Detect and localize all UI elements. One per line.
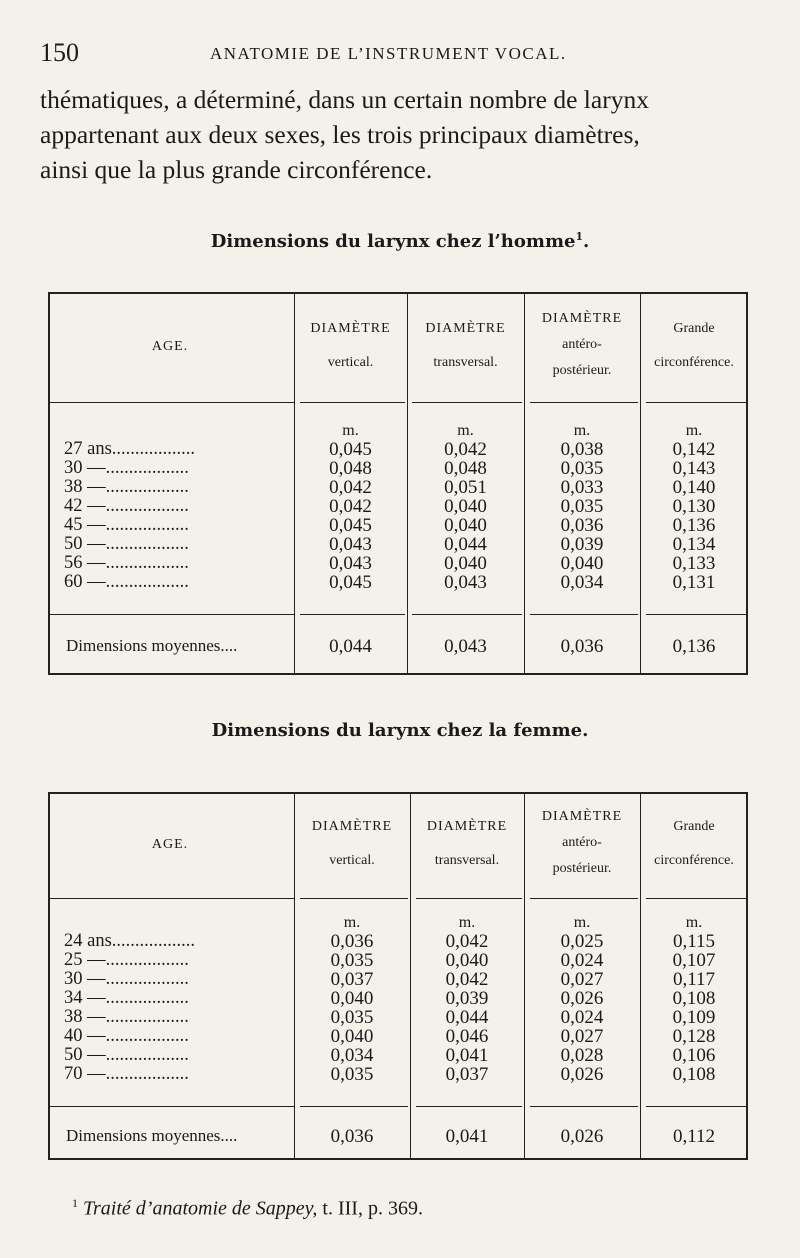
page-number: 150 — [40, 38, 79, 67]
row-value-vertical: 0,045 — [329, 515, 372, 536]
row-value-vertical: 0,043 — [329, 534, 372, 555]
row-age: 40 —.................. — [64, 1026, 189, 1046]
unit-label: m. — [457, 422, 474, 439]
row-value-transversal: 0,044 — [445, 1007, 489, 1028]
footnote-rest: t. III, p. 369. — [322, 1197, 423, 1220]
header-transversal-2: transversal. — [433, 355, 498, 370]
row-value-transversal: 0,039 — [445, 988, 489, 1009]
row-value-vertical: 0,042 — [329, 496, 372, 517]
row-age: 42 —.................. — [64, 496, 189, 516]
row-value-antero: 0,026 — [560, 988, 604, 1009]
header-antero-1: DIAMÈTRE — [541, 311, 623, 326]
row-value-antero: 0,038 — [560, 439, 604, 460]
table-men — [48, 292, 748, 675]
row-value-antero: 0,024 — [560, 1007, 604, 1028]
average-label: Dimensions moyennes.... — [66, 636, 238, 655]
header-vertical-2: vertical. — [327, 355, 374, 370]
row-age: 38 —.................. — [64, 1007, 189, 1027]
header-antero-2: antéro- — [562, 337, 602, 352]
row-value-vertical: 0,048 — [329, 458, 372, 479]
running-title: ANATOMIE DE L’INSTRUMENT VOCAL. — [210, 44, 567, 63]
row-value-vertical: 0,035 — [330, 1007, 374, 1028]
row-value-circ: 0,133 — [672, 553, 716, 574]
row-value-antero: 0,028 — [560, 1045, 604, 1066]
row-value-transversal: 0,040 — [444, 515, 487, 536]
header-antero-1: DIAMÈTRE — [541, 809, 623, 824]
row-value-vertical: 0,035 — [330, 950, 374, 971]
row-value-circ: 0,115 — [672, 931, 716, 952]
unit-label: m. — [685, 914, 703, 931]
row-value-antero: 0,027 — [560, 969, 604, 990]
row-value-antero: 0,034 — [560, 572, 604, 593]
row-age: 45 —.................. — [64, 515, 189, 535]
row-value-vertical: 0,035 — [330, 1064, 374, 1085]
row-value-transversal: 0,041 — [445, 1045, 489, 1066]
unit-label: m. — [685, 422, 703, 439]
unit-label: m. — [458, 914, 476, 931]
row-value-transversal: 0,051 — [444, 477, 487, 498]
header-circ-1: Grande — [673, 321, 715, 336]
row-value-circ: 0,140 — [672, 477, 716, 498]
table-women-title: Dimensions du larynx chez la femme. — [211, 720, 589, 741]
body-paragraph — [40, 82, 756, 187]
row-value-transversal: 0,037 — [445, 1064, 489, 1085]
header-antero-2: antéro- — [562, 835, 602, 850]
header-antero-3: postérieur. — [552, 861, 612, 876]
average-transversal: 0,043 — [444, 636, 487, 657]
row-age: 27 ans.................. — [64, 439, 196, 459]
row-value-transversal: 0,042 — [444, 439, 487, 460]
row-value-vertical: 0,037 — [330, 969, 374, 990]
row-value-transversal: 0,042 — [445, 931, 489, 952]
row-value-transversal: 0,040 — [444, 553, 487, 574]
row-age: 60 —.................. — [64, 572, 189, 592]
footnote-italic: Traité d’anatomie de Sappey, — [83, 1197, 318, 1220]
row-value-circ: 0,128 — [672, 1026, 716, 1047]
row-age: 25 —.................. — [64, 950, 189, 970]
row-value-antero: 0,039 — [560, 534, 604, 555]
row-value-circ: 0,106 — [672, 1045, 716, 1066]
row-value-circ: 0,134 — [672, 534, 716, 555]
row-age: 70 —.................. — [64, 1064, 189, 1084]
average-antero: 0,026 — [560, 1126, 604, 1147]
average-circ: 0,136 — [672, 636, 716, 657]
page-header — [40, 38, 760, 74]
row-value-circ: 0,142 — [672, 439, 716, 460]
row-value-vertical: 0,042 — [329, 477, 372, 498]
average-circ: 0,112 — [672, 1126, 716, 1147]
row-value-circ: 0,136 — [672, 515, 716, 536]
row-value-vertical: 0,045 — [329, 572, 372, 593]
row-value-antero: 0,040 — [560, 553, 604, 574]
row-value-circ: 0,108 — [672, 988, 716, 1009]
row-value-vertical: 0,040 — [330, 1026, 374, 1047]
body-line: ainsi que la plus grande circonférence. — [40, 155, 433, 184]
header-circ-2: circonférence. — [654, 853, 734, 868]
row-age: 50 —.................. — [64, 534, 189, 554]
row-value-antero: 0,026 — [560, 1064, 604, 1085]
row-value-vertical: 0,040 — [330, 988, 374, 1009]
average-label: Dimensions moyennes.... — [66, 1126, 238, 1145]
row-value-transversal: 0,040 — [445, 950, 489, 971]
row-age: 34 —.................. — [64, 988, 189, 1008]
header-antero-3: postérieur. — [552, 363, 612, 378]
header-transversal-1: DIAMÈTRE — [426, 819, 508, 834]
row-value-antero: 0,025 — [560, 931, 604, 952]
row-age: 56 —.................. — [64, 553, 189, 573]
row-value-circ: 0,130 — [672, 496, 716, 517]
row-age: 50 —.................. — [64, 1045, 189, 1065]
row-value-transversal: 0,043 — [444, 572, 487, 593]
row-value-antero: 0,033 — [560, 477, 604, 498]
header-vertical-2: vertical. — [329, 853, 375, 868]
header-transversal-1: DIAMÈTRE — [425, 321, 506, 336]
footnote-ref: 1 — [575, 230, 583, 243]
row-value-circ: 0,131 — [672, 572, 716, 593]
row-value-antero: 0,035 — [560, 458, 604, 479]
row-value-transversal: 0,048 — [444, 458, 487, 479]
row-value-transversal: 0,046 — [445, 1026, 489, 1047]
unit-label: m. — [342, 422, 359, 439]
table-men-title: Dimensions du larynx chez l’homme$^1$. — [210, 230, 590, 252]
row-value-circ: 0,117 — [672, 969, 716, 990]
table-women — [48, 792, 748, 1160]
row-value-transversal: 0,040 — [444, 496, 487, 517]
body-line: appartenant aux deux sexes, les trois principaux diamètres, — [40, 120, 640, 149]
row-value-transversal: 0,044 — [444, 534, 487, 555]
row-value-transversal: 0,042 — [445, 969, 489, 990]
average-vertical: 0,036 — [330, 1126, 374, 1147]
row-value-vertical: 0,045 — [329, 439, 372, 460]
header-age: AGE. — [151, 837, 189, 852]
row-value-antero: 0,035 — [560, 496, 604, 517]
average-antero: 0,036 — [560, 636, 604, 657]
row-value-antero: 0,036 — [560, 515, 604, 536]
row-value-circ: 0,109 — [672, 1007, 716, 1028]
average-transversal: 0,041 — [445, 1126, 489, 1147]
header-vertical-1: DIAMÈTRE — [310, 321, 391, 336]
header-age: AGE. — [151, 339, 189, 354]
row-age: 24 ans.................. — [64, 931, 196, 951]
unit-label: m. — [573, 422, 591, 439]
row-value-antero: 0,024 — [560, 950, 604, 971]
header-transversal-2: transversal. — [434, 853, 500, 868]
footnote — [72, 1196, 423, 1221]
row-value-vertical: 0,036 — [330, 931, 374, 952]
unit-label: m. — [343, 914, 361, 931]
row-value-vertical: 0,043 — [329, 553, 372, 574]
row-value-antero: 0,027 — [560, 1026, 604, 1047]
row-value-circ: 0,143 — [672, 458, 716, 479]
row-value-vertical: 0,034 — [330, 1045, 374, 1066]
row-age: 38 —.................. — [64, 477, 189, 497]
header-vertical-1: DIAMÈTRE — [311, 819, 393, 834]
row-value-circ: 0,108 — [672, 1064, 716, 1085]
header-circ-2: circonférence. — [654, 355, 734, 370]
body-line: thématiques, a déterminé, dans un certain nombre de larynx — [40, 85, 649, 114]
row-age: 30 —.................. — [64, 458, 189, 478]
row-age: 30 —.................. — [64, 969, 189, 989]
header-circ-1: Grande — [673, 819, 715, 834]
table-men-title-text: Dimensions du larynx chez l’homme — [210, 231, 576, 252]
unit-label: m. — [573, 914, 591, 931]
footnote-mark: 1 — [72, 1196, 78, 1210]
row-value-circ: 0,107 — [672, 950, 716, 971]
average-vertical: 0,044 — [329, 636, 372, 657]
